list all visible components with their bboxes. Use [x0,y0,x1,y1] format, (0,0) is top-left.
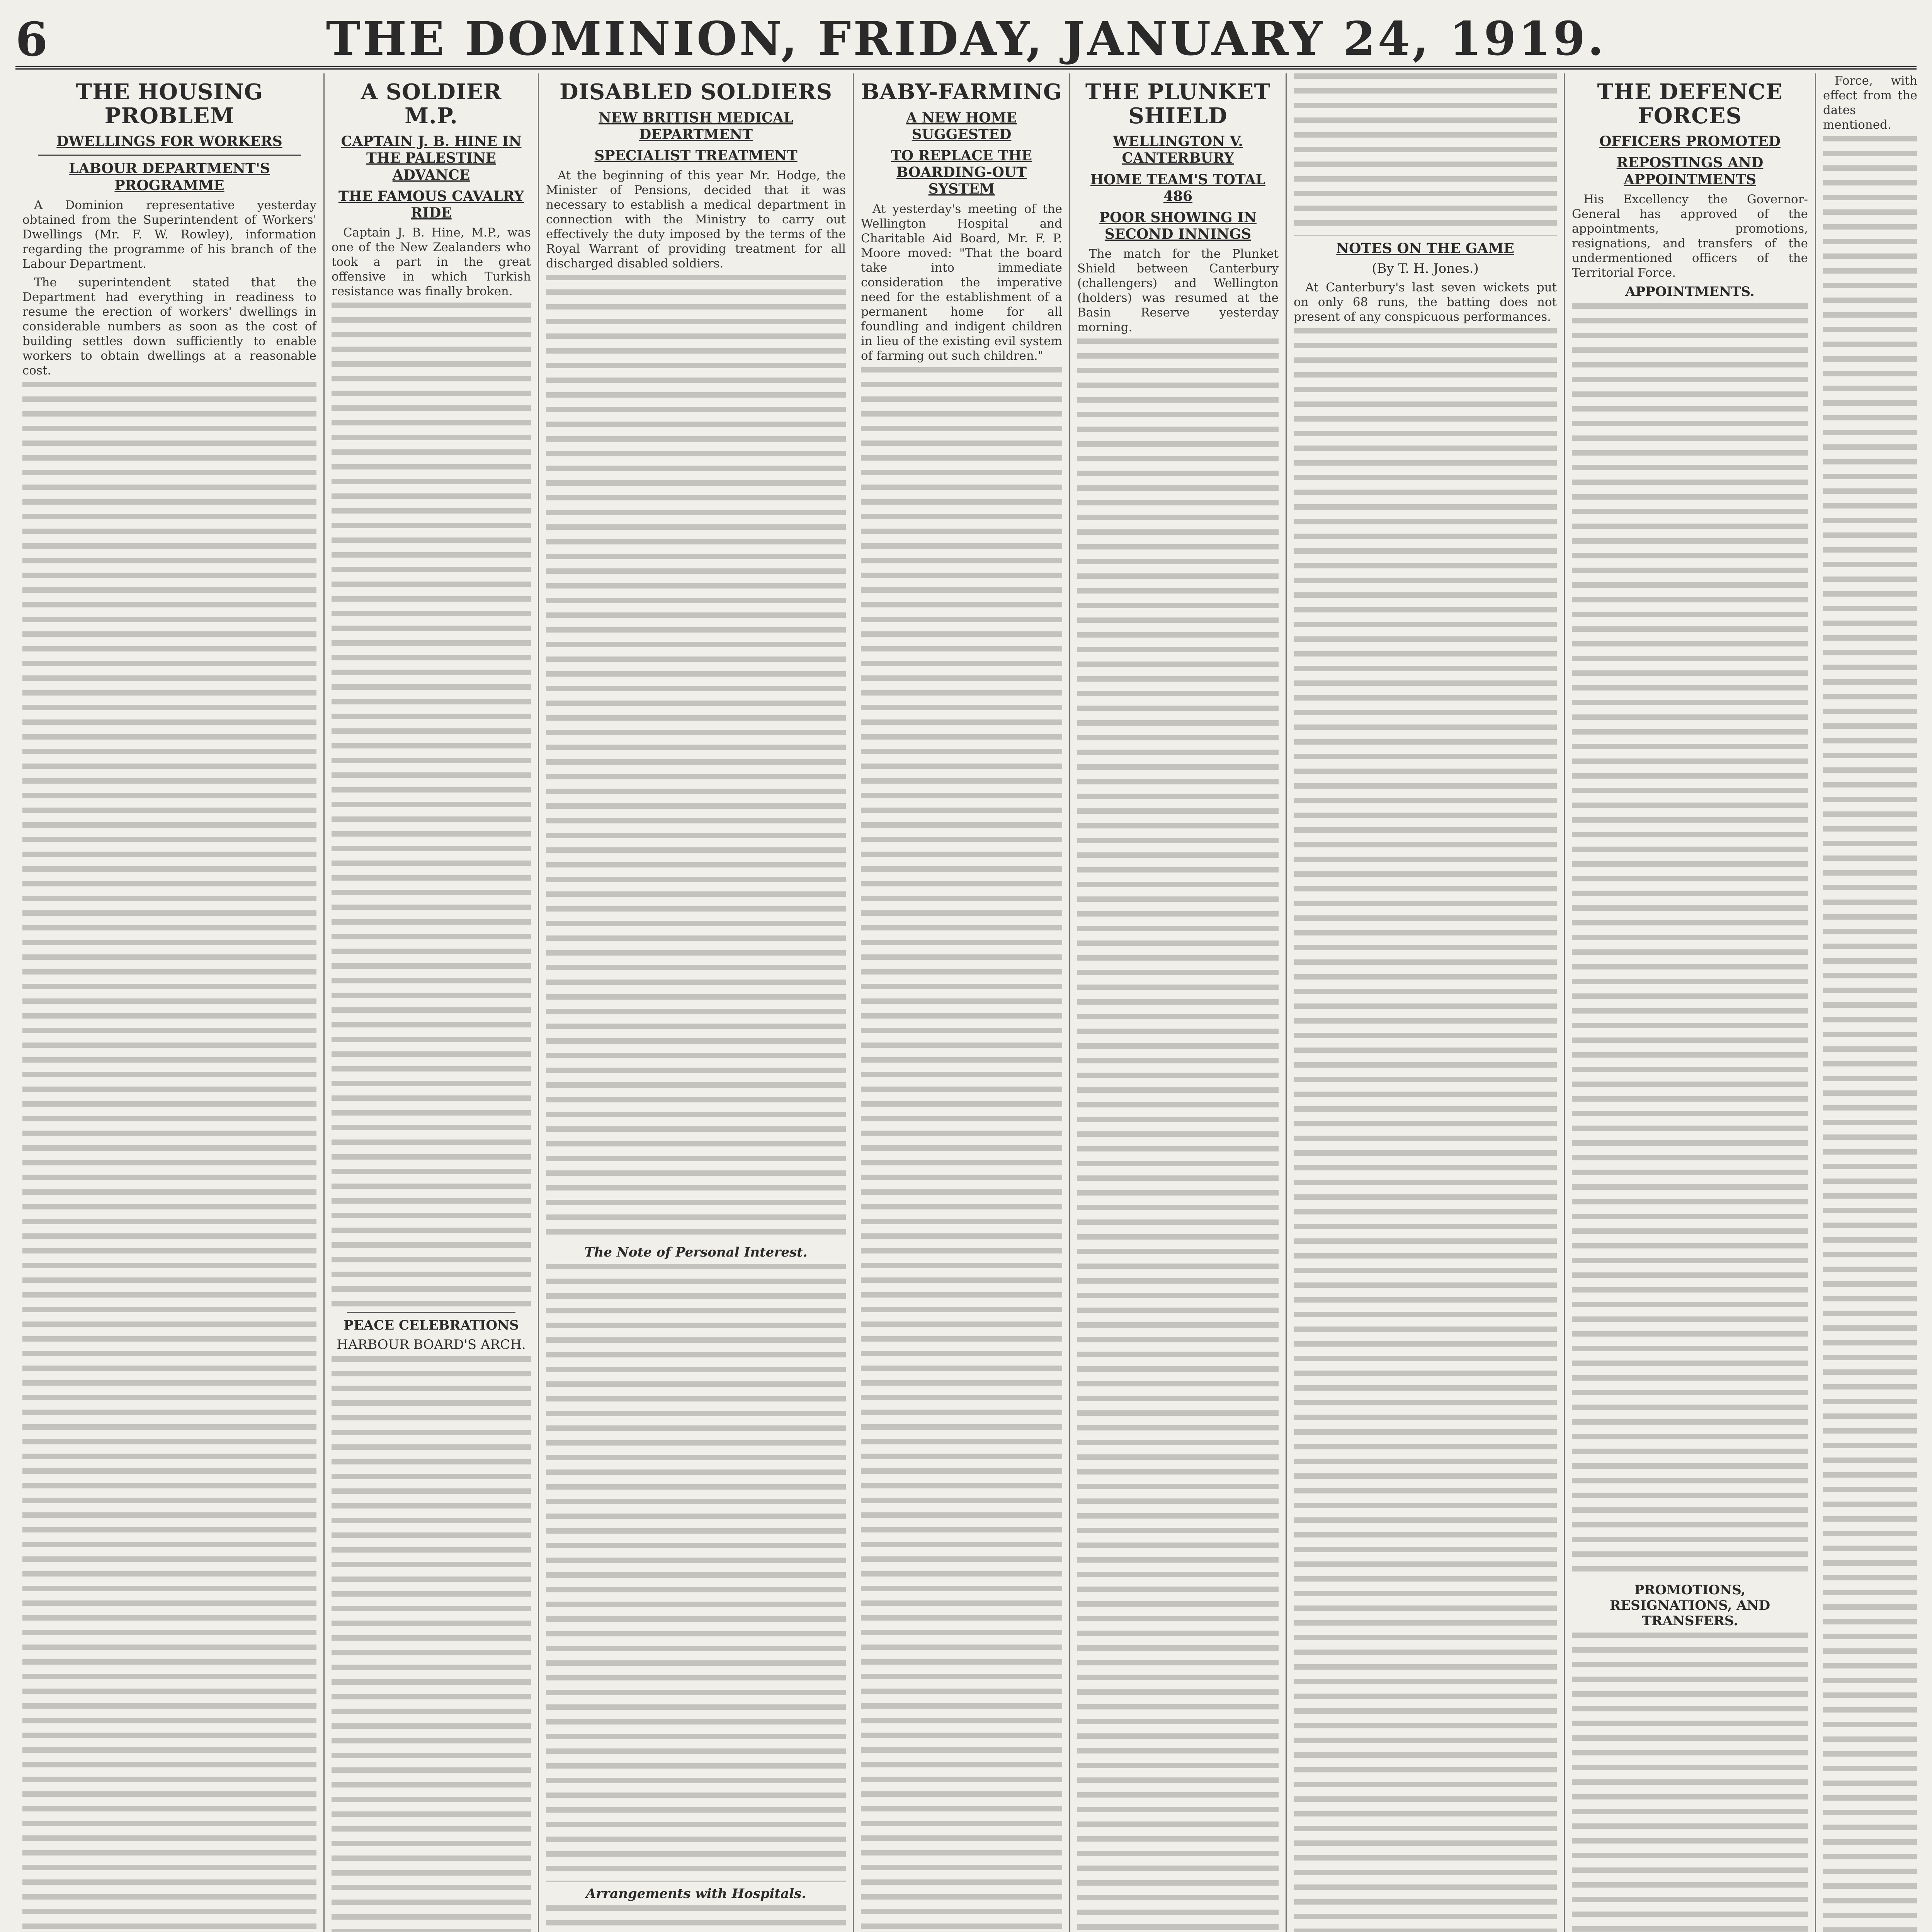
article-body-text [332,1356,531,1932]
subheadline: NEW BRITISH MEDICAL DEPARTMENT [599,109,793,143]
article-body-text [546,275,846,1241]
divider [38,155,301,156]
subheadline: OFFICERS PROMOTED [1599,133,1781,150]
column-disabled-soldiers [539,73,854,1932]
newspaper-title: THE DOMINION, FRIDAY, JANUARY 24, 1919. [326,12,1606,66]
column-plunket-shield [1070,73,1287,1932]
subheadline: WELLINGTON V. CANTERBURY [1113,133,1243,167]
subheadline: LABOUR DEPARTMENT'S PROGRAMME [69,160,270,194]
article-lead: Captain J. B. Hine, M.P., was one of the New Zealanders who took a part in the great offensive in which Turkish resistance was finally broken. [332,226,531,299]
bowling-analysis [1294,73,1557,236]
article-body-text [1572,1633,1808,1932]
section-heading: PEACE CELEBRATIONS [344,1318,519,1333]
column-housing-problem [15,73,325,1932]
column-defence-forces [1565,73,1816,1932]
article-body-text [332,303,531,1307]
article-body-text [1077,338,1279,1932]
section-heading: Arrangements with Hospitals. [585,1886,806,1902]
section-heading: APPOINTMENTS. [1625,284,1755,299]
article-lead: A Dominion representative yesterday obtained from the Superintendent of Workers' Dwellings (Mr. F. W. Rowley), information regarding the programme of his branch of the Labour Department. [22,198,316,271]
byline: (By T. H. Jones.) [1372,261,1479,277]
section-heading: PROMOTIONS, RESIGNATIONS, AND TRANSFERS. [1609,1582,1770,1629]
article-lead: At the beginning of this year Mr. Hodge, the Minister of Pensions, decided that it was necessary to establish a medical department in connection with the Ministry to carry out effectively the duty imposed by the terms of the Royal Warrant of providing treatment for all discharged disabled soldiers. [546,168,846,271]
column-continuation [1816,73,1924,1932]
subheadline: A NEW HOME SUGGESTED [906,109,1017,143]
article-body-text [546,1905,846,1932]
article-body-text [861,367,1062,1932]
article-lead: His Excellency the Governor-General has approved of the appointments, promotions, resignations, and transfers of the undermentioned officers of the Territorial Force. [1572,192,1808,280]
article-body-text [546,1264,846,1882]
column-soldier-mp [325,73,539,1932]
subheadline: POOR SHOWING IN SECOND INNINGS [1099,209,1257,243]
article-lead: Force, with effect from the dates mentioned. [1823,74,1917,132]
subheadline: TO REPLACE THE BOARDING-OUT SYSTEM [891,147,1032,197]
article-lead: At Canterbury's last seven wickets put on only 68 runs, the batting does not present of any conspicuous performances. [1294,281,1557,324]
article-body-text [1572,303,1808,1578]
subheadline: THE FAMOUS CAVALRY RIDE [338,188,524,221]
headline: DISABLED SOLDIERS [559,79,833,105]
headline: THE PLUNKET SHIELD [1085,79,1271,129]
headline: BABY-FARMING [861,79,1062,105]
article-body-text [22,382,316,1932]
subheadline: NOTES ON THE GAME [1336,240,1514,257]
page-number: 6 [15,12,48,67]
article-columns [15,73,1924,1932]
article-lead: At yesterday's meeting of the Wellington Hospital and Charitable Aid Board, Mr. F. P. Moore moved: "That the board take into immediate consideration the imperative need for the establishment of a permanent home for all foundling and indigent children in lieu of the existing evil system of farming out such children." [861,202,1062,363]
subheadline: HOME TEAM'S TOTAL 486 [1090,171,1265,204]
article-body-text [1823,136,1917,1932]
headline: A SOLDIER M.P. [361,79,502,129]
subheadline: SPECIALIST TREATMENT [594,147,798,164]
article-lead: The match for the Plunket Shield between Canterbury (challengers) and Wellington (holders) was resumed at the Basin Reserve yesterday morning. [1077,247,1279,335]
divider [347,1312,515,1313]
subheadline: REPOSTINGS AND APPOINTMENTS [1616,155,1764,188]
section-heading: The Note of Personal Interest. [584,1245,808,1260]
column-baby-farming [854,73,1070,1932]
article-paragraph: The superintendent stated that the Department had everything in readiness to resume the erection of workers' dwellings in considerable numbers as soon as the cost of building settles down sufficiently to enable workers to obtain dwellings at a reasonable cost. [22,275,316,378]
subheadline: CAPTAIN J. B. HINE IN THE PALESTINE ADVANCE [341,133,522,183]
subheadline: DWELLINGS FOR WORKERS [56,133,282,150]
headline: THE HOUSING PROBLEM [76,79,263,129]
article-body-text [1294,328,1557,1932]
masthead [15,8,1917,70]
headline: THE DEFENCE FORCES [1597,79,1783,129]
column-cricket-notes [1287,73,1565,1932]
section-subheading: HARBOUR BOARD'S ARCH. [337,1337,526,1353]
